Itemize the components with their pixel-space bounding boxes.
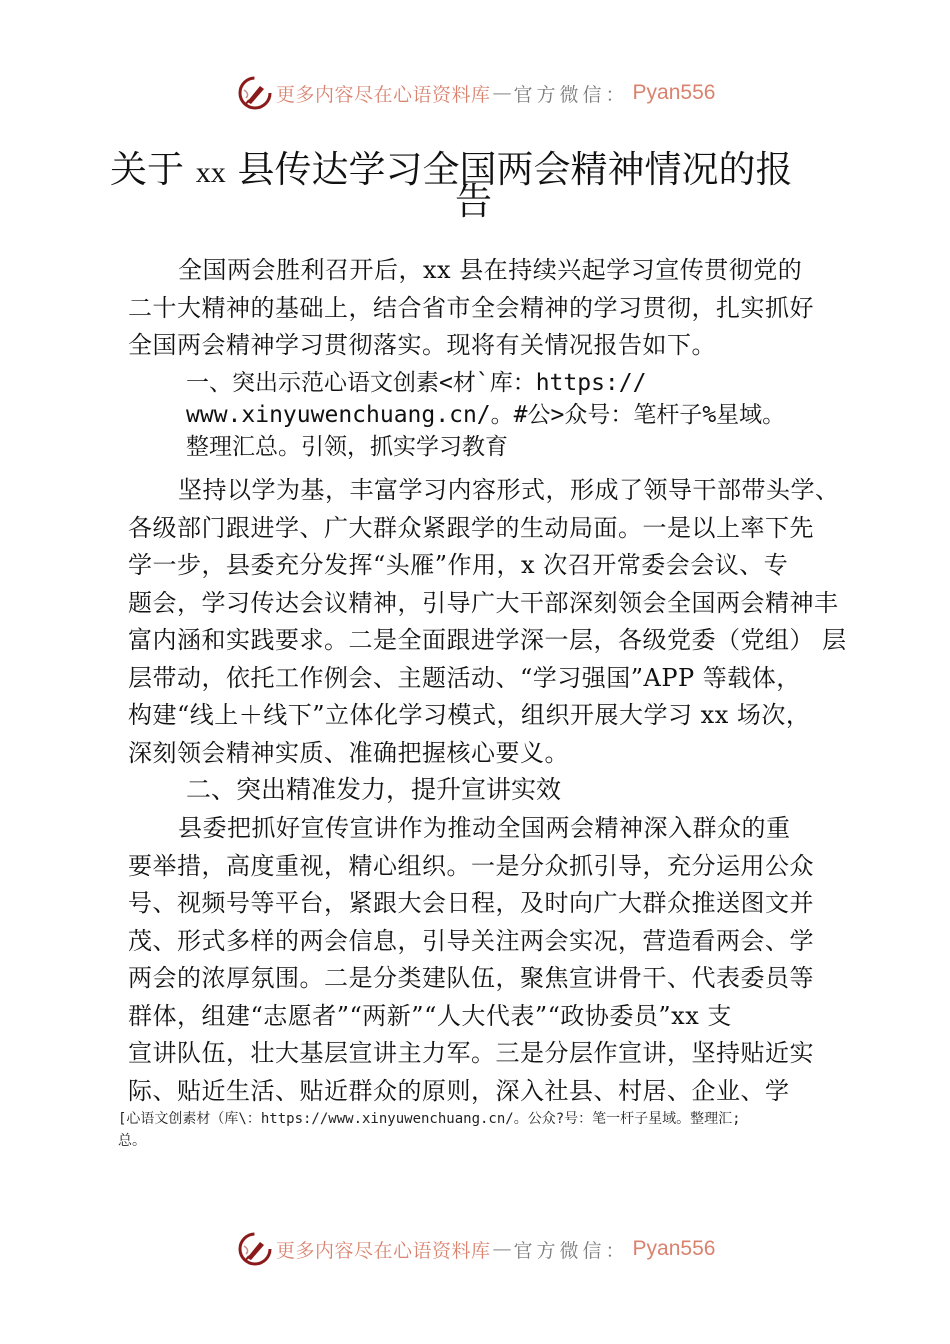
heading-line: 一、突出示范心语文创素<材`库：https://	[186, 370, 647, 396]
text-line: 茂、形式多样的两会信息，引导关注两会实况，营造看两会、学	[128, 926, 814, 955]
watermark-official-label: 官方微信：	[513, 83, 629, 106]
text-line: 层带动，依托工作例会、主题活动、“学习强国”APP 等载体，	[128, 663, 801, 692]
text-line: 各级部门跟进学、广大群众紧跟学的生动局面。一是以上率下先	[128, 513, 814, 542]
text-line: 两会的浓厚氛围。二是分类建队伍，聚焦宣讲骨干、代表委员等	[128, 964, 814, 992]
text-line: 富内涵和实践要求。二是全面跟进学深一层，各级党委（党组） 层	[128, 626, 847, 654]
watermark-official-label: 官方微信：	[513, 1239, 629, 1262]
text-line: 号、视频号等平台，紧跟大会日程，及时向广大群众推送图文并	[128, 889, 814, 917]
watermark-brand-text: 更多内容尽在心语资料库	[276, 83, 491, 106]
header-watermark-banner	[238, 74, 715, 112]
title-part-1: 关于	[110, 148, 196, 191]
text-line: 群体，组建“志愿者”“两新”“人大代表”“政协委员”xx 支	[128, 1001, 732, 1030]
text-line: 全国两会胜利召开后，xx 县在持续兴起学习宣传贯彻党的	[178, 256, 803, 284]
heading-line: www.xinyuwenchuang.cn/。#公>众号：笔杆子%星域。	[186, 402, 786, 428]
section-1-heading	[186, 367, 785, 463]
text-line: 要举措，高度重视，精心组织。一是分众抓引导，充分运用公众	[128, 851, 814, 880]
footnote-line: [心语文创素材（库\：https://www.xinyuwenchuang.cn/。公众?号：笔一杆子星域。整理汇;	[118, 1111, 741, 1127]
footnote-line: 总。	[118, 1133, 146, 1149]
text-line: 深刻领会精神实质、准确把握核心要义。	[128, 738, 569, 767]
watermark-dash: —	[492, 82, 512, 104]
text-line: 题会，学习传达会议精神，引导广大干部深刻领会全国两会精神丰	[128, 588, 839, 617]
footer-watermark-banner	[238, 1230, 715, 1268]
section-1-body	[128, 472, 847, 772]
watermark-wechat-id: Pyan556	[632, 81, 716, 104]
text-line: 全国两会精神学习贯彻落实。现将有关情况报告如下。	[128, 331, 716, 359]
text-line: 二十大精神的基础上，结合省市全会精神的学习贯彻，扎实抓好	[128, 293, 814, 322]
quill-pen-logo-icon	[238, 1232, 272, 1266]
text-line: 坚持以学为基，丰富学习内容形式，形成了领导干部带头学、	[178, 476, 840, 504]
text-line: 宣讲队伍，壮大基层宣讲主力军。三是分层作宣讲，坚持贴近实	[128, 1039, 814, 1067]
watermark-wechat-id: Pyan556	[632, 1237, 716, 1260]
text-line: 县委把抓好宣传宣讲作为推动全国两会精神深入群众的重	[178, 814, 791, 842]
footnote	[118, 1108, 858, 1152]
section-2-heading: 二、突出精准发力，提升宣讲实效	[186, 775, 562, 804]
text-line: 学一步，县委充分发挥“头雁”作用，x 次召开常委会会议、专	[128, 551, 789, 579]
heading-line: 整理汇总。引领，抓实学习教育	[186, 434, 508, 460]
document-title-wrap: 告	[455, 180, 492, 223]
watermark-brand-text: 更多内容尽在心语资料库	[276, 1239, 491, 1262]
intro-paragraph	[128, 252, 840, 365]
text-line: 际、贴近生活、贴近群众的原则，深入社县、村居、企业、学	[128, 1076, 790, 1105]
watermark-dash: —	[492, 1238, 512, 1260]
title-part-2: 县传达学习全国两会精神情况的报	[225, 148, 793, 191]
text-line: 构建“线上＋线下”立体化学习模式，组织开展大学习 xx 场次，	[128, 701, 811, 729]
quill-pen-logo-icon	[238, 76, 272, 110]
section-2-body	[128, 810, 840, 1110]
title-xx: xx	[195, 156, 226, 189]
